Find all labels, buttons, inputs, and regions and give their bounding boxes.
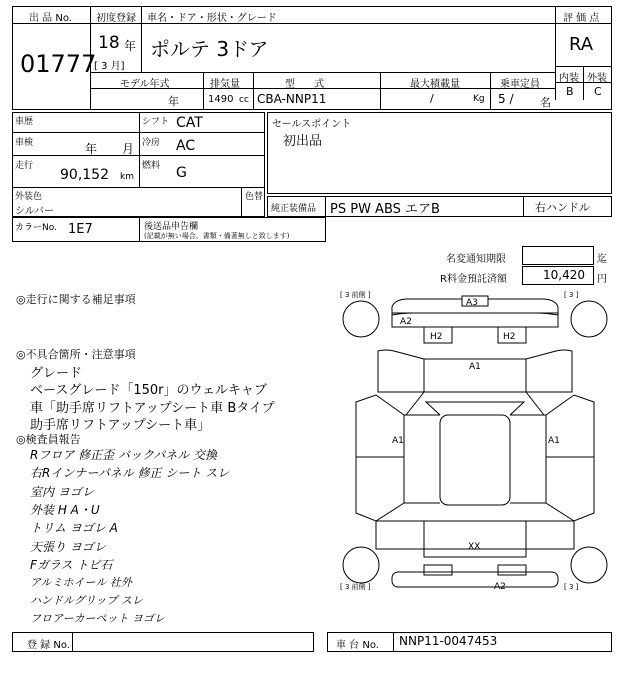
- car-damage-diagram: [336, 287, 614, 627]
- inspector-title: ◎検査員報告: [16, 433, 81, 446]
- type-label: 型 式: [285, 79, 333, 90]
- sales-point-label: セールスポイント: [272, 119, 352, 130]
- lot-no-label: 出 品 No.: [29, 13, 72, 24]
- divider: [139, 112, 140, 187]
- inspection-year: 年: [85, 142, 98, 156]
- interior-label: 内装: [559, 73, 579, 84]
- divider: [12, 187, 265, 188]
- inspection-month: 月: [122, 142, 135, 156]
- name-change-unit: 迄: [597, 254, 607, 265]
- ac: AC: [176, 138, 196, 154]
- car-label: 車名・ドア・形状・グレード: [147, 13, 277, 24]
- mark-a1-right: A1: [548, 436, 560, 446]
- tire-rear-left: [343, 547, 379, 583]
- fuel-label: 燃料: [142, 161, 161, 171]
- mark-a2-rear: A2: [494, 582, 506, 592]
- inspector-line: トリム ヨゴレ A: [30, 521, 118, 535]
- max-load-sep: /: [430, 92, 434, 105]
- corner-label-tl: [ 3 前側 ]: [340, 291, 371, 299]
- name-change-box: [522, 246, 594, 265]
- history-label: 車歴: [15, 117, 34, 127]
- divider: [12, 132, 265, 133]
- defects-line: 車「助手席リフトアップシート車 Bタイプ: [30, 401, 275, 416]
- defects-line: 助手席リフトアップシート車」: [30, 418, 211, 433]
- inspector-line: アルミホイール 社外: [30, 576, 132, 589]
- mileage-label: 走行: [15, 161, 34, 171]
- divider: [203, 72, 204, 110]
- max-load-unit: Kg: [473, 94, 485, 104]
- registration-note: (記載が無い場合、書類・備著無しと致します): [144, 232, 290, 240]
- divider: [241, 187, 242, 217]
- divider: [139, 217, 140, 242]
- front-grille: [392, 313, 558, 327]
- inspector-line: Fガラス トビ石: [30, 558, 113, 572]
- capacity-label: 乗車定員: [500, 79, 540, 90]
- model-code: CBA-NNP11: [257, 92, 327, 106]
- shift-label: シフト: [142, 117, 170, 127]
- roof: [440, 415, 510, 505]
- equipment-value: PS PW ABS エアB: [330, 202, 440, 217]
- displacement-label: 排気量: [210, 79, 240, 90]
- recycle-label: R料金預託済額: [440, 274, 507, 285]
- mark-a1-left: A1: [392, 436, 404, 446]
- divider: [380, 72, 381, 110]
- driving-remarks-title: ◎走行に関する補足事項: [16, 293, 136, 306]
- equipment-label: 純正装備品: [271, 204, 317, 214]
- divider: [523, 196, 524, 217]
- mark-a1-hood: A1: [469, 362, 481, 372]
- repaint-label: 色替: [245, 192, 264, 202]
- first-reg-label: 初度登録: [96, 13, 136, 24]
- mark-xx: XX: [468, 542, 481, 552]
- defects-title: ◎不具合箇所・注意事項: [16, 348, 136, 361]
- divider: [393, 632, 394, 652]
- divider: [12, 155, 265, 156]
- rear-bumper: [392, 572, 558, 587]
- tire-front-left: [343, 301, 379, 337]
- registration-label: 後送品申告欄: [144, 222, 199, 232]
- max-load-label: 最大積載量: [410, 79, 460, 90]
- capacity: 5 /: [498, 92, 514, 106]
- inspection-label: 車検: [15, 138, 34, 148]
- color-no-label: カラーNo.: [15, 223, 57, 233]
- corner-label-tr: [ 3 ]: [564, 291, 579, 299]
- tire-rear-right: [571, 547, 607, 583]
- corner-label-br: [ 3 ]: [564, 583, 579, 591]
- mark-a3: A3: [466, 298, 478, 308]
- handle-side: 右ハンドル: [535, 201, 590, 214]
- chassis-label: 車 台 No.: [336, 640, 379, 651]
- capacity-unit: 名: [540, 96, 551, 109]
- recycle-fee: 10,420: [543, 268, 585, 282]
- inspector-line: 外装 H A・U: [30, 503, 100, 517]
- mileage-unit: km: [120, 172, 134, 182]
- lot-no: 01777: [20, 50, 97, 78]
- first-reg-year-unit: 年: [124, 39, 137, 53]
- inspector-line: ハンドルグリップ スレ: [30, 594, 143, 607]
- divider: [72, 632, 73, 652]
- first-reg-month: [ 3 月]: [94, 61, 125, 72]
- inspector-line: 右Rインナーパネル 修正 シート スレ: [30, 466, 230, 480]
- divider: [90, 72, 555, 73]
- exterior-label: 外装: [587, 73, 607, 84]
- registration-no-label: 登 録 No.: [27, 640, 70, 651]
- color: シルバー: [15, 206, 55, 217]
- sales-point-text: 初出品: [283, 134, 323, 149]
- right-side: [546, 395, 594, 521]
- color-label: 外装色: [15, 192, 43, 202]
- chassis-no: NNP11-0047453: [399, 634, 498, 648]
- model-year-label: モデル年式: [120, 79, 170, 90]
- left-side: [356, 395, 404, 521]
- interior-grade: B: [566, 85, 574, 98]
- color-no: 1E7: [68, 222, 93, 237]
- defects-line: グレード: [30, 366, 83, 381]
- divider: [490, 72, 491, 110]
- inspector-line: フロアーカーペット ヨゴレ: [30, 612, 165, 625]
- divider: [253, 72, 254, 110]
- divider: [583, 66, 584, 100]
- license-plate: [424, 565, 452, 575]
- rating: RA: [569, 34, 594, 55]
- displacement-unit: cc: [239, 95, 249, 105]
- recycle-unit: 円: [597, 274, 607, 285]
- name-change-label: 名変通知期限: [446, 254, 506, 265]
- divider: [555, 6, 556, 100]
- fuel: G: [176, 165, 187, 181]
- rating-label: 評 価 点: [563, 13, 600, 24]
- model-year-unit: 年: [168, 95, 179, 108]
- mark-h2-right: H2: [503, 332, 516, 342]
- tire-front-right: [571, 301, 607, 337]
- car-name: ポルテ 3ドア: [150, 37, 269, 61]
- mark-h2-left: H2: [430, 332, 443, 342]
- inspector-line: 天張り ヨゴレ: [30, 540, 106, 554]
- inspector-line: 室内 ヨゴレ: [30, 485, 94, 499]
- inspector-line: Rフロア 修正歪 バックパネル 交換: [30, 448, 218, 462]
- mark-a2-front: A2: [400, 317, 412, 327]
- first-reg-year: 18: [98, 33, 120, 53]
- shift: CAT: [176, 115, 203, 131]
- exterior-grade: C: [594, 85, 602, 98]
- mileage: 90,152: [60, 167, 109, 183]
- divider: [141, 6, 142, 72]
- defects-line: ベースグレード「150r」のウェルキャブ: [30, 383, 267, 398]
- divider: [325, 196, 326, 217]
- displacement: 1490: [208, 94, 234, 105]
- corner-label-bl: [ 3 前側 ]: [340, 583, 371, 591]
- ac-label: 冷房: [142, 138, 161, 148]
